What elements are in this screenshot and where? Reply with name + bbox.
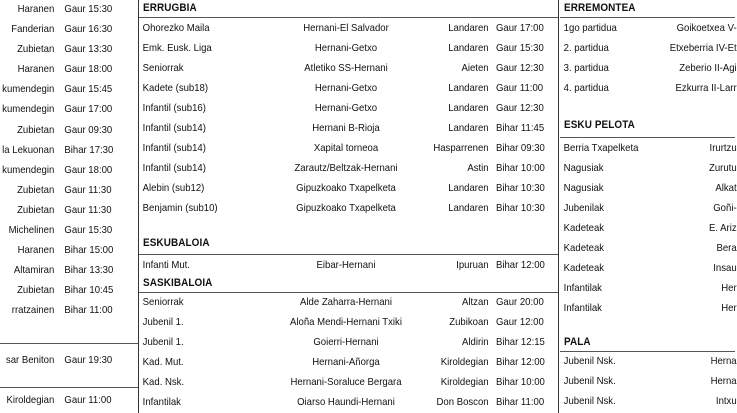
time-text: Gaur 19:30 <box>64 355 113 366</box>
venue-text: Aldirin <box>462 337 489 348</box>
match-text: Bera <box>716 243 737 254</box>
time-text: Bihar 10:30 <box>495 183 545 194</box>
category-text: Jubenil Nsk. <box>563 356 616 367</box>
category-text: Emk. Eusk. Liga <box>142 43 212 54</box>
list-item <box>0 221 127 241</box>
table-row <box>139 139 545 159</box>
match-text: Goikoetxea V- <box>676 23 737 34</box>
list-item <box>0 391 127 411</box>
table-row <box>560 279 737 299</box>
time-text: Gaur 15:30 <box>64 4 113 15</box>
table-row <box>139 59 544 79</box>
venue-text: Michelinen <box>8 225 55 236</box>
time-text: Bihar 11:00 <box>495 397 545 408</box>
section-title: PALA <box>564 336 591 348</box>
category-text: Infantilak <box>563 303 602 314</box>
time-text: Bihar 11:45 <box>495 123 545 134</box>
table-row <box>139 199 545 219</box>
match-text: Her <box>721 283 737 294</box>
section-title: ERRUGBIA <box>143 2 197 14</box>
list-item <box>0 351 127 371</box>
venue-text: Kiroldegian <box>440 357 489 368</box>
category-text: Jubenil 1. <box>142 337 184 348</box>
table-row <box>139 79 544 99</box>
time-text: Bihar 10:00 <box>495 377 545 388</box>
venue-text: Zubietan <box>17 185 55 196</box>
time-text: Gaur 15:45 <box>64 84 113 95</box>
section-rule <box>560 17 735 18</box>
category-text: Infantilak <box>563 283 602 294</box>
venue-text: Altamiran <box>13 265 55 276</box>
time-text: Bihar 10:30 <box>495 203 545 214</box>
table-row <box>139 119 545 139</box>
section-title: ERREMONTEA <box>564 2 636 14</box>
time-text: Bihar 13:30 <box>64 265 114 276</box>
table-row <box>139 353 545 373</box>
section-title: ESKUBALOIA <box>143 237 210 249</box>
category-text: Seniorrak <box>142 297 184 308</box>
venue-text: rratzainen <box>11 305 55 316</box>
list-item <box>0 201 127 221</box>
table-row <box>139 256 545 276</box>
table-row <box>139 179 545 199</box>
venue-text: Haranen <box>17 64 55 75</box>
time-text: Bihar 12:15 <box>495 337 545 348</box>
divider-right <box>558 0 559 413</box>
match-text: Hernani-Getxo <box>314 103 378 114</box>
match-text: Alkat <box>715 183 737 194</box>
time-text: Gaur 15:30 <box>64 225 113 236</box>
list-item <box>0 121 127 141</box>
venue-text: Landaren <box>448 203 489 214</box>
list-item <box>0 80 127 100</box>
category-text: Infantil (sub14) <box>142 123 206 134</box>
table-row <box>139 333 545 353</box>
list-item <box>0 141 127 161</box>
table-row <box>560 239 737 259</box>
time-text: Gaur 09:30 <box>64 125 113 136</box>
venue-text: Kiroldegian <box>440 377 489 388</box>
list-item <box>0 301 127 321</box>
table-row <box>139 293 544 313</box>
venue-text: Altzan <box>462 297 489 308</box>
category-text: Kadeteak <box>563 223 605 234</box>
table-row <box>560 59 737 79</box>
time-text: Gaur 11:00 <box>64 395 112 406</box>
venue-text: Landaren <box>448 43 489 54</box>
category-text: 3. partidua <box>563 63 609 74</box>
category-text: Nagusiak <box>563 183 604 194</box>
time-text: Gaur 11:30 <box>64 205 112 216</box>
time-text: Gaur 13:30 <box>64 44 113 55</box>
time-text: Gaur 11:00 <box>495 83 544 94</box>
time-text: Gaur 11:30 <box>64 185 112 196</box>
section-title: SASKIBALOIA <box>143 277 213 289</box>
time-text: Gaur 15:30 <box>495 43 544 54</box>
time-text: Gaur 12:30 <box>495 63 544 74</box>
section-rule <box>560 137 735 138</box>
category-text: Kadeteak <box>563 243 605 254</box>
table-row <box>560 199 737 219</box>
list-item <box>0 20 127 40</box>
category-text: Benjamin (sub10) <box>142 203 218 214</box>
table-row <box>560 39 737 59</box>
venue-text: Zubietan <box>17 44 55 55</box>
venue-text: Fanderian <box>11 24 55 35</box>
time-text: Bihar 12:00 <box>495 260 545 271</box>
match-text: Hernani-Getxo <box>314 83 378 94</box>
list-item <box>0 241 127 261</box>
left-column <box>0 0 138 413</box>
time-text: Gaur 18:00 <box>64 165 113 176</box>
category-text: Infantil (sub14) <box>142 163 206 174</box>
venue-text: Landaren <box>448 83 489 94</box>
table-row <box>139 39 544 59</box>
venue-text: Landaren <box>448 23 489 34</box>
time-text: Bihar 12:00 <box>495 357 545 368</box>
right-column <box>560 0 735 413</box>
list-item <box>0 181 127 201</box>
venue-text: sar Beniton <box>5 355 55 366</box>
table-row <box>560 219 737 239</box>
match-text: Insau <box>713 263 737 274</box>
table-row <box>560 139 737 159</box>
match-text: Aloña Mendi-Hernani Txiki <box>290 317 402 328</box>
match-text: Hernani-Getxo <box>314 43 378 54</box>
table-row <box>139 373 545 393</box>
match-text: Herna <box>710 356 737 367</box>
venue-text: Zubikoan <box>449 317 489 328</box>
venue-text: Hasparrenen <box>433 143 489 154</box>
table-row <box>139 159 545 179</box>
venue-text: Astin <box>467 163 489 174</box>
category-text: 4. partidua <box>563 83 609 94</box>
match-text: Intxu <box>715 396 737 407</box>
match-text: Zeberio II-Agi <box>679 63 737 74</box>
list-item <box>0 0 127 20</box>
venue-text: Zubietan <box>17 285 55 296</box>
table-row <box>560 79 737 99</box>
time-text: Bihar 10:00 <box>495 163 545 174</box>
time-text: Gaur 12:30 <box>495 103 544 114</box>
venue-text: Landaren <box>448 103 489 114</box>
category-text: Kadete (sub18) <box>142 83 209 94</box>
table-row <box>560 352 737 372</box>
table-row <box>139 99 544 119</box>
left-separator-1 <box>0 343 138 344</box>
venue-text: Ipuruan <box>456 260 489 271</box>
list-item <box>0 281 127 301</box>
venue-text: kumendegin <box>2 84 55 95</box>
venue-text: Zubietan <box>17 205 55 216</box>
category-text: Infantilak <box>142 397 181 408</box>
category-text: Alebin (sub12) <box>142 183 205 194</box>
table-row <box>139 313 544 333</box>
match-text: Goñi- <box>713 203 737 214</box>
match-text: Eibar-Hernani <box>316 260 376 271</box>
match-text: Hernani-El Salvador <box>303 23 389 34</box>
match-text: Ezkurra II-Larr <box>675 83 737 94</box>
venue-text: la Lekuonan <box>2 145 55 156</box>
category-text: Nagusiak <box>563 163 604 174</box>
category-text: Ohorezko Maila <box>142 23 210 34</box>
category-text: 1go partidua <box>563 23 617 34</box>
venue-text: kumendegin <box>2 165 55 176</box>
match-text: Her <box>721 303 737 314</box>
match-text: Oiarso Haundi-Hernani <box>297 397 395 408</box>
match-text: Hernani-Añorga <box>312 357 380 368</box>
time-text: Gaur 17:00 <box>495 23 544 34</box>
venue-text: kumendegin <box>2 104 55 115</box>
table-row <box>560 159 737 179</box>
table-row <box>560 19 737 39</box>
venue-text: Don Boscon <box>436 397 489 408</box>
section-title: ESKU PELOTA <box>564 119 635 131</box>
time-text: Bihar 11:00 <box>64 305 113 316</box>
list-item <box>0 161 127 181</box>
table-row <box>560 372 737 392</box>
time-text: Gaur 20:00 <box>495 297 544 308</box>
time-text: Gaur 12:00 <box>495 317 544 328</box>
category-text: Jubenil Nsk. <box>563 376 616 387</box>
venue-text: Landaren <box>448 183 489 194</box>
category-text: Infantil (sub16) <box>142 103 206 114</box>
table-row <box>560 299 737 319</box>
time-text: Bihar 17:30 <box>64 145 114 156</box>
time-text: Bihar 15:00 <box>64 245 114 256</box>
venue-text: Kiroldegian <box>6 395 55 406</box>
match-text: Hernani B-Rioja <box>312 123 380 134</box>
time-text: Gaur 18:00 <box>64 64 113 75</box>
time-text: Bihar 09:30 <box>495 143 545 154</box>
match-text: Gipuzkoako Txapelketa <box>296 183 396 194</box>
left-separator-2 <box>0 387 138 388</box>
match-text: Etxeberria IV-Et <box>669 43 737 54</box>
match-text: Goierri-Hernani <box>313 337 379 348</box>
table-row <box>139 393 545 413</box>
middle-column <box>139 0 558 413</box>
match-text: Irurtzu <box>709 143 737 154</box>
section-rule <box>139 254 558 255</box>
table-row <box>560 259 737 279</box>
list-item <box>0 100 127 120</box>
category-text: Seniorrak <box>142 63 184 74</box>
category-text: Jubenil 1. <box>142 317 184 328</box>
time-text: Gaur 17:00 <box>64 104 113 115</box>
category-text: Kadeteak <box>563 263 605 274</box>
time-text: Gaur 16:30 <box>64 24 113 35</box>
time-text: Bihar 10:45 <box>64 285 114 296</box>
category-text: Kad. Nsk. <box>142 377 185 388</box>
match-text: Atletiko SS-Hernani <box>304 63 388 74</box>
venue-text: Haranen <box>17 4 55 15</box>
venue-text: Zubietan <box>17 125 55 136</box>
match-text: Gipuzkoako Txapelketa <box>296 203 396 214</box>
category-text: Infanti Mut. <box>142 260 190 271</box>
match-text: Zarautz/Beltzak-Hernani <box>294 163 398 174</box>
category-text: Berria Txapelketa <box>563 143 639 154</box>
table-row <box>560 179 737 199</box>
category-text: Infantil (sub14) <box>142 143 206 154</box>
table-row <box>139 19 544 39</box>
category-text: Kad. Mut. <box>142 357 184 368</box>
match-text: Herna <box>710 376 737 387</box>
venue-text: Haranen <box>17 245 55 256</box>
category-text: Jubenilak <box>563 203 605 214</box>
match-text: Zurutu <box>709 163 737 174</box>
match-text: Hernani-Soraluce Bergara <box>290 377 402 388</box>
venue-text: Aieten <box>461 63 489 74</box>
list-item <box>0 261 127 281</box>
category-text: Jubenil Nsk. <box>563 396 616 407</box>
match-text: E. Ariz <box>709 223 737 234</box>
category-text: 2. partidua <box>563 43 609 54</box>
section-rule <box>139 17 558 18</box>
list-item <box>0 40 127 60</box>
match-text: Alde Zaharra-Hernani <box>300 297 392 308</box>
table-row <box>560 392 737 412</box>
match-text: Xapital torneoa <box>313 143 379 154</box>
list-item <box>0 60 127 80</box>
venue-text: Landaren <box>448 123 489 134</box>
